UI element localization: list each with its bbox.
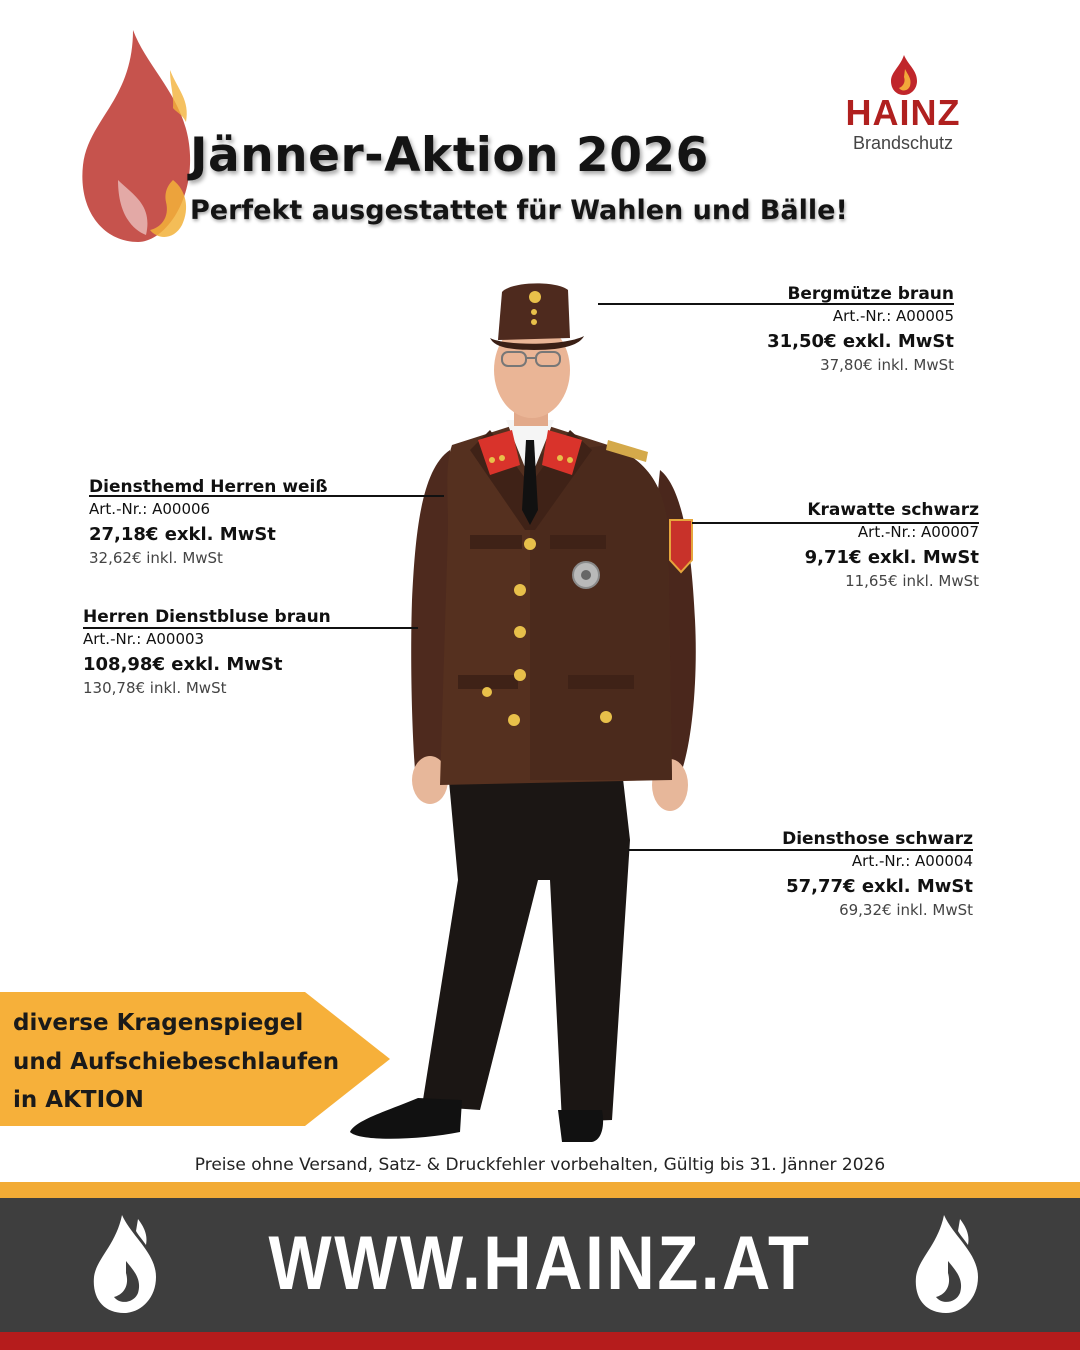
product-name: Diensthose schwarz bbox=[782, 829, 973, 849]
product-price-exkl: 31,50€ exkl. MwSt bbox=[767, 331, 954, 352]
product-krawatte[interactable] bbox=[805, 500, 979, 590]
product-name: Herren Dienstbluse braun bbox=[83, 607, 331, 627]
product-price-inkl: 11,65€ inkl. MwSt bbox=[845, 572, 979, 590]
product-article-number: Art.-Nr.: A00005 bbox=[832, 307, 954, 325]
page-title: Jänner-Aktion 2026 bbox=[190, 128, 709, 183]
flame-logo-icon bbox=[890, 55, 918, 95]
product-diensthemd[interactable] bbox=[89, 477, 328, 567]
product-bergmuetze[interactable] bbox=[767, 284, 954, 374]
product-price-exkl: 27,18€ exkl. MwSt bbox=[89, 524, 276, 545]
hainz-logo[interactable] bbox=[838, 55, 968, 155]
promo-line: diverse Kragenspiegel bbox=[13, 1010, 304, 1036]
page-subtitle: Perfekt ausgestattet für Wahlen und Bälle! bbox=[190, 195, 848, 226]
product-price-inkl: 37,80€ inkl. MwSt bbox=[820, 356, 954, 374]
product-name: Diensthemd Herren weiß bbox=[89, 477, 328, 497]
promo-text bbox=[13, 1004, 339, 1120]
logo-subtitle: Brandschutz bbox=[852, 133, 954, 153]
product-article-number: Art.-Nr.: A00007 bbox=[857, 523, 979, 541]
footer-stripe-orange bbox=[0, 1182, 1080, 1198]
product-price-exkl: 57,77€ exkl. MwSt bbox=[786, 876, 973, 897]
product-name: Bergmütze braun bbox=[787, 284, 954, 304]
product-article-number: Art.-Nr.: A00003 bbox=[83, 630, 205, 648]
product-dienstbluse[interactable] bbox=[83, 607, 331, 697]
logo-name: HAINZ bbox=[845, 92, 961, 133]
promo-line: und Aufschiebeschlaufen bbox=[13, 1048, 340, 1075]
product-diensthose[interactable] bbox=[782, 829, 973, 919]
promo-line: in AKTION bbox=[13, 1087, 144, 1113]
product-article-number: Art.-Nr.: A00006 bbox=[89, 500, 211, 518]
product-price-inkl: 130,78€ inkl. MwSt bbox=[83, 679, 227, 697]
product-price-inkl: 32,62€ inkl. MwSt bbox=[89, 549, 223, 567]
product-price-inkl: 69,32€ inkl. MwSt bbox=[839, 901, 973, 919]
website-link[interactable]: WWW.HAINZ.AT bbox=[268, 1221, 812, 1306]
product-name: Krawatte schwarz bbox=[807, 500, 979, 520]
product-article-number: Art.-Nr.: A00004 bbox=[851, 852, 973, 870]
footer-stripe-red bbox=[0, 1332, 1080, 1350]
product-price-exkl: 9,71€ exkl. MwSt bbox=[804, 547, 979, 568]
uniform-model-image bbox=[330, 280, 730, 1150]
footnote: Preise ohne Versand, Satz- & Druckfehler vorbehalten, Gültig bis 31. Jänner 2026 bbox=[194, 1155, 886, 1175]
flame-icon bbox=[78, 30, 208, 245]
product-price-exkl: 108,98€ exkl. MwSt bbox=[83, 654, 283, 675]
